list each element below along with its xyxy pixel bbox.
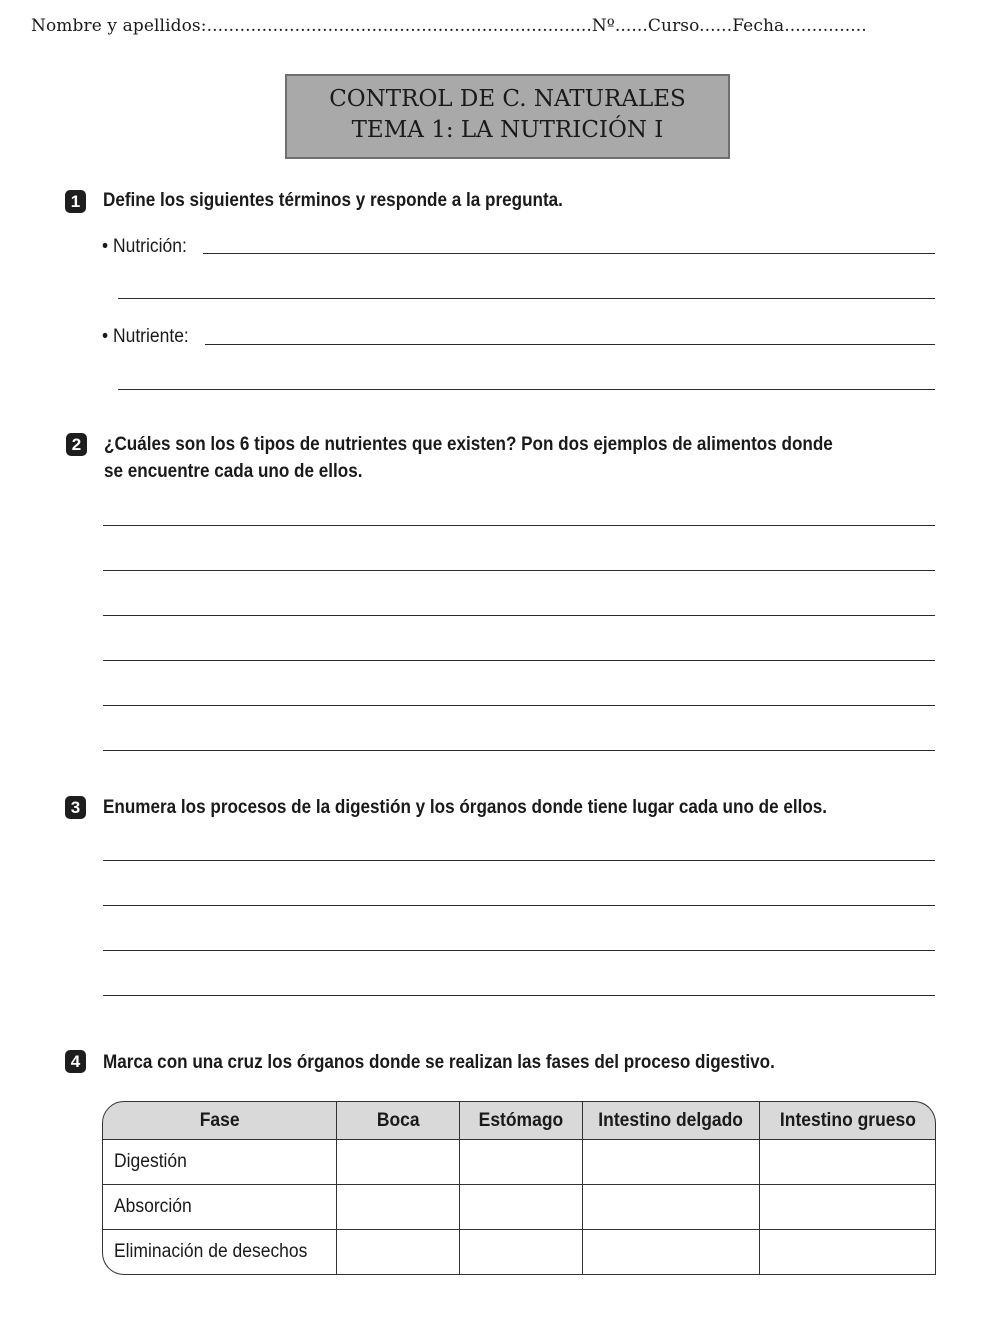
exam-title: CONTROL DE C. NATURALES: [329, 86, 686, 112]
question-4-text: Marca con una cruz los órganos donde se realizan las fases del proceso digestivo.: [103, 1052, 775, 1073]
answer-line[interactable]: [103, 950, 935, 951]
mark-cell[interactable]: [337, 1140, 460, 1185]
question-3-text: Enumera los procesos de la digestión y los órganos donde tiene lugar cada uno de ellos.: [103, 797, 828, 818]
answer-line[interactable]: [118, 389, 935, 390]
table-row: [102, 1185, 936, 1230]
column-header-boca: Boca: [337, 1101, 460, 1140]
answer-line[interactable]: [103, 525, 935, 526]
exam-subtitle: TEMA 1: LA NUTRICIÓN I: [351, 117, 664, 143]
question-4-number: 4: [65, 1050, 86, 1073]
question-1-number: 1: [65, 190, 86, 213]
answer-line[interactable]: [103, 660, 935, 661]
table-header-row: [102, 1101, 936, 1140]
column-header-estomago: Estómago: [460, 1101, 583, 1140]
answer-line[interactable]: [103, 905, 935, 906]
mark-cell[interactable]: [760, 1185, 936, 1230]
mark-cell[interactable]: [337, 1230, 460, 1275]
column-header-intestino-delgado: Intestino delgado: [583, 1101, 760, 1140]
row-label-digestion: Digestión: [102, 1140, 337, 1185]
answer-line[interactable]: [103, 705, 935, 706]
answer-line[interactable]: [103, 750, 935, 751]
answer-line[interactable]: [103, 615, 935, 616]
row-label-absorcion: Absorción: [102, 1185, 337, 1230]
question-1-text: Define los siguientes términos y responde a la pregunta.: [103, 190, 563, 211]
digestive-phases-table: [102, 1101, 936, 1275]
mark-cell[interactable]: [337, 1185, 460, 1230]
mark-cell[interactable]: [760, 1140, 936, 1185]
question-2-text-line1: ¿Cuáles son los 6 tipos de nutrientes que existen? Pon dos ejemplos de alimentos donde: [104, 434, 833, 455]
table-row: [102, 1140, 936, 1185]
mark-cell[interactable]: [460, 1185, 583, 1230]
answer-line[interactable]: [103, 570, 935, 571]
mark-cell[interactable]: [460, 1140, 583, 1185]
term-nutricion-label: Nutrición:: [112, 236, 187, 257]
column-header-fase: Fase: [102, 1101, 337, 1140]
question-2-text-line2: se encuentre cada uno de ellos.: [104, 461, 363, 482]
exam-title-box: [285, 74, 730, 159]
row-label-eliminacion: Eliminación de desechos: [102, 1230, 337, 1275]
mark-cell[interactable]: [760, 1230, 936, 1275]
question-2-number: 2: [66, 433, 87, 456]
column-header-intestino-grueso: Intestino grueso: [760, 1101, 936, 1140]
term-nutricion: • Nutrición:: [102, 236, 187, 257]
question-3-number: 3: [65, 796, 86, 819]
student-info-line: Nombre y apellidos:......................................................................Nº......Curso......Fecha...............: [31, 16, 867, 36]
term-nutriente-label: Nutriente:: [112, 326, 189, 347]
answer-line[interactable]: [118, 298, 935, 299]
mark-cell[interactable]: [583, 1185, 760, 1230]
answer-line[interactable]: [205, 344, 935, 345]
answer-line[interactable]: [103, 860, 935, 861]
answer-line[interactable]: [203, 253, 935, 254]
mark-cell[interactable]: [583, 1230, 760, 1275]
answer-line[interactable]: [103, 995, 935, 996]
mark-cell[interactable]: [460, 1230, 583, 1275]
term-nutriente: • Nutriente:: [102, 326, 189, 347]
table-row: [102, 1230, 936, 1275]
mark-cell[interactable]: [583, 1140, 760, 1185]
